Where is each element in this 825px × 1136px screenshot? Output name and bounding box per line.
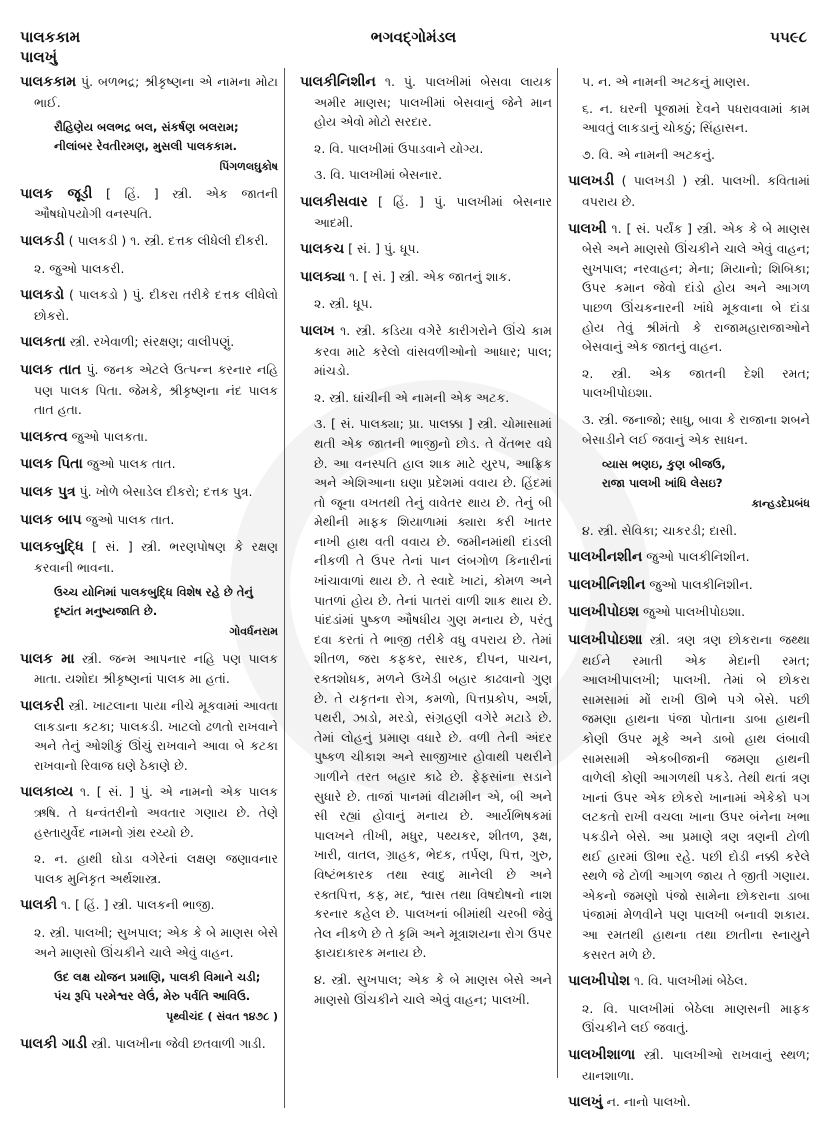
definition: [ સં. ] પું. ધૂપ. [348,241,420,257]
definition: જુઓ પાલખીપોઇશા. [642,604,746,620]
definition: જુઓ પાલક તાત. [86,456,176,472]
dictionary-entry [20,427,278,448]
dictionary-entry [20,285,278,325]
definition: ન. નાનો પાલખો. [606,1094,691,1110]
quotation-source: કાન્હડદેપ્રબંધ [751,497,810,511]
quotation-source: પૃથ્વીચંદ ( સંવત ૧૪૭૮ ) [166,1010,278,1024]
sub-sense: ૫. ન. એ નામની અટકનું માણસ. [582,74,751,89]
dictionary-entry [568,219,810,357]
dictionary-entry [568,575,810,596]
headword: પાલખીશાળા [568,1046,636,1063]
headword: પાલખીપોઇશ [568,604,639,621]
dictionary-entry [20,537,278,577]
headword: પાલક મા [20,650,75,667]
definition: ૧. પું. પાલખીમાં બેસવા લાયક અમીર માણસ; પાલખીમાં બેસવાનું જેને માન હોય એવો મોટો સરદાર. [314,74,552,130]
headword: પાલકતા [20,334,66,351]
definition: પું. બળભદ્ર; શ્રીકૃષ્ણના એ નામના મોટા ભાઈ. [34,74,278,110]
guide-word-first: પાલકકામ [20,28,81,46]
definition: જુઓ પાલકીનિશીન. [646,549,750,565]
sub-sense: ૩. સ્ત્રી. જનાજો; સાધુ, બાવા કે રાજાના શબને બેસાડીને લઈ જવાનું એક સાધન. [582,411,810,447]
sub-sense: ૭. વિ. એ નામની અટકનું. [582,146,715,162]
quotation-line: ઉદ લક્ષ યોજન પ્રમાણિ, પાલકી વિમાને ચડી; [54,970,261,985]
definition: [ હિં. ] સ્ત્રી. એક જાતની ઔષધોપયોગી વનસ્પતિ. [34,185,278,222]
sub-sense: ૨. સ્ત્રી. પાલખી; સુખપાલ; એક કે બે માણસ બેસે અને માણસો ઊંચકીને ચાલે એવું વાહન. [34,925,278,960]
definition: સ્ત્રી. પાલખીઓ રાખવાનું સ્થળ; યાનશાળા. [582,1046,810,1083]
dictionary-entry [300,239,552,260]
column-divider [284,68,285,1108]
page-number: ૫૫૯૮ [770,28,807,46]
quotation-line: દૃષ્ટાંત મનુષ્યજાતિ છે. [54,604,158,619]
quotation-line: પંચ રૂપિ પરમેશ્વર લેઉં, મેરુ પર્વતિ આવિઉ. [54,989,251,1004]
headword: પાલકચ [300,241,345,258]
headword: પાલકડો [20,287,65,304]
sub-sense: ૩. વિ. પાલખીમાં બેસનાર. [314,167,443,183]
definition: ( પાલકડી ) ૧. સ્ત્રી. દત્તક લીધેલી દીકરી. [68,232,269,248]
sub-sense: ૪. સ્ત્રી. સેવિકા; ચાકરડી; દાસી. [582,522,738,538]
definition: સ્ત્રી. રખેવાળી; સંરક્ષણ; વાલીપણું. [69,334,235,350]
definition: સ્ત્રી. જન્મ આપનાર નહિ પણ પાલક માતા. યશોદા શ્રીકૃષ્ણનાં પાલક મા હતાં. [34,650,279,687]
column-1 [20,72,278,1061]
guide-word-last: પાલખું [20,48,58,66]
headword: પાલકત્વ [20,428,68,445]
dictionary-entry [568,171,810,211]
column-divider [557,68,558,1078]
dictionary-entry [20,454,278,475]
dictionary-entry [20,696,278,775]
quotation-source: ગોવર્ધનરામ [229,625,278,639]
dictionary-entry [20,510,278,531]
dictionary-entry [20,72,278,112]
definition: જુઓ પાલક તાત. [85,511,175,527]
definition: જુઓ પાલકતા. [71,428,149,444]
headword: પાલક પિતા [20,456,83,473]
headword: પાલકી [20,897,57,914]
dictionary-entry [568,1092,810,1113]
dictionary-entry [20,231,278,252]
sub-sense: ૨. વિ. પાલખીમાં ઉપાડવાને યોગ્ય. [314,140,484,156]
dictionary-entry [20,332,278,353]
book-title: ભગવદ્ગોમંડલ [370,28,457,46]
headword: પાલક જૂડી [20,185,93,202]
dictionary-entry [20,895,278,916]
dictionary-entry [568,630,810,964]
definition: ૧. સ્ત્રી. કડિયા વગેરે કારીગરોને ઊંચે કામ કરવા માટે કરેલો વાંસવળીઓનો આધાર; પાલ; માંચડો. [314,322,552,379]
definition: ૧. [ સં. ] પું. એ નામનો એક પાલક ઋષિ. તે ધન્વંતરીનો અવતાર ગણાય છે. તેણે હસ્તાયુર્વેદ નામનો ગ્રંથ રચ્યો છે. [34,784,278,840]
headword: પાલખીપોશ [568,973,630,990]
headword: પાલક તાત [20,361,82,378]
quotation-line: રૌહિણેય બલભદ્ર બલ, સંકર્ષણ બલરામ; [54,120,239,135]
dictionary-entry [20,482,278,503]
definition: [ સં. ] સ્ત્રી. ભરણપોષણ કે રક્ષણ કરવાની ભાવના. [34,539,278,575]
quotation-line: રાજા પાલખી ખાંધિ લેસઇ? [602,476,723,491]
definition: ( પાલખડી ) સ્ત્રી. પાલખી. કવિતામાં વપરાય છે. [582,173,810,209]
column-3 [568,72,810,1120]
sub-sense: ૬. ન. ઘરની પૂજામાં દેવને પધરાવવામાં કામ આવતું લાકડાનું ચોકઠું; સિંહાસન. [582,100,810,136]
dictionary-entry [568,602,810,623]
definition: પું. ખોળે બેસાડેલ દીકરો; દત્તક પુત્ર. [79,483,253,499]
headword: પાલખ [300,322,335,339]
headword: પાલખું [568,1094,603,1111]
headword: પાલખડી [568,173,615,190]
dictionary-entry [20,649,278,689]
column-2 [300,72,552,1016]
definition: ૧. [ હિં. ] સ્ત્રી. પાલકની ભાજી. [60,897,215,913]
definition: પું. જનક એટલે ઉત્પન્ન કરનાર નહિ પણ પાલક પિતા. જેમકે, શ્રીકૃષ્ણના નંદ પાલક તાત હતા. [34,361,278,418]
headword: પાલખી [568,220,607,237]
sub-sense: ૨. વિ. પાલખીમાં બેઠેલા માણસની માફક ઊંચકીને લઈ જવાતું. [582,1000,810,1036]
quotation-source: પિંગળલઘુકોષ [219,160,278,174]
definition: સ્ત્રી. ખાટલાના પાયા નીચે મૂકવામાં આવતા લાકડાના કટકા; પાલકડી. ખાટલો ઢળતો રાખવાને અને તેનું ઓશીકું ઊંચું રાખવાને આવા બે કટકા રાખવાનો રિવાજ ઘણે ઠેકાણે છે. [34,698,278,773]
headword: પાલકાવ્ય [20,784,74,801]
headword: પાલકીનિશીન [300,74,376,90]
sub-sense: ૨. સ્ત્રી. ધૂપ. [314,296,373,312]
dictionary-entry [300,267,552,288]
sub-sense: ૨. સ્ત્રી. ઘાંચીની એ નામની એક અટક. [314,389,510,405]
dictionary-entry [20,360,278,420]
quotation-line: નીલાંબર રેવતીરમણ, મુસલી પાલકકામ. [54,139,237,154]
headword: પાલખીનશીન [568,549,643,566]
headword: પાલકી ગાડી [20,1035,88,1052]
dictionary-entry [20,782,278,842]
quotation-line: ઉચ્ચ યોનિમાં પાલકબુદ્ધિ વિશેષ રહે છે તેનું [54,585,253,600]
sub-sense: ૨. જુઓ પાલકરી. [34,260,125,276]
headword: પાલખીપોઇશા [568,632,643,649]
sub-sense: ૨. સ્ત્રી. એક જાતની દેશી રમત; પાલખીપોઇશા. [582,365,810,401]
page-header [20,28,807,66]
dictionary-entry [300,192,552,232]
dictionary-entry [568,1045,810,1085]
headword: પાલક બાપ [20,511,82,528]
sub-sense: ૪. સ્ત્રી. સુખપાલ; એક કે બે માણસ બેસે અને માણસો ઊંચકીને ચાલે એવું વાહન; પાલખી. [314,971,552,1007]
definition: ૧. [ સં. ] સ્ત્રી. એક જાતનું શાક. [349,268,512,284]
sub-sense: ૨. ન. હાથી ઘોડા વગેરેનાં લક્ષણ જણાવનાર પાલક મુનિકૃત અર્થશાસ્ત્ર. [34,851,278,886]
headword: પાલકરી [20,698,65,715]
quotation-line: વ્યાસ ભણઇ, કુણ બીજઉ, [602,457,726,472]
dictionary-entry [568,547,810,568]
definition: સ્ત્રી. ત્રણ ત્રણ છોકરાના જથ્થા થઈને રમાતી એક મેદાની રમત; આલખીપાલખી; પાલખી. તેમાં બે છોકરા સામસામાં મોં રાખી ઊભે પગે બેસે. પછી જમણા હાથના પંજા પોતાના ડાબા હાથની કોણી ઉપર મૂકે અને ડાબો હાથ લંબાવી સામસામી એકબીજાની જમણા હાથની વાળેલી કોણી આગળથી પકડે. તેથી થતાં ત્રણ ખાનાં ઉપર એક છોકરો ખાનામાં એકેકો પગ લટકતો રાખી વચલા ખાના ઉપર બંનેના ખભા પકડીને બેસે. આ પ્રમાણે ત્રણ ત્રણની ટોળી થઈ હારમાં ઊભા રહે. પછી દોડી નક્કી કરેલે સ્થળે જે ટોળી આગળ જાય તે જીતી ગણાય. એકનો જમણો પંજો સામેના છોકરાના ડાબા પંજામાં મેળવીને પણ પાલખી બનાવી શકાય. આ રમતથી હાથના તથા છાતીના સ્નાયુને કસરત મળે છે. [582,632,810,962]
definition: જુઓ પાલકીનિશીન. [649,576,753,592]
dictionary-entry [20,184,278,224]
dictionary-entry [300,321,552,381]
definition: ૧. [ સં. પર્યંક ] સ્ત્રી. એક કે બે માણસ બેસે અને માણસો ઊંચકીને ચાલે એવું વાહન; સુખપાલ; નરવાહન; મેના; મિયાનો; શિબિકા; ઉપર કમાન જેવો દાંડો હોય અને આગળ પાછળ ઊંચકનારની ખાંધે મૂકવાના બે દાંડા હોય તેવું શ્રીમંતો કે રાજામહારાજાઓને બેસવાનું એક જાતનું વાહન. [582,220,810,355]
headword: પાલકડી [20,232,65,249]
headword: પાલખીનિશીન [568,576,646,593]
headword: પાલકબુદ્ધિ [20,539,84,556]
sub-sense: ૩. [ સં. પાલક્યા; પ્રા. પાલક્કા ] સ્ત્રી. ચોમાસામાં થતી એક જાતની ભાજીનો છોડ. તે વેંતભર વધે છે. આ વનસ્પતિ હાલ શાક માટે યુરપ, આફ્રિક અને એશિઆના ઘણા પ્રદેશમાં વવાય છે. હિંદમાં તો જૂના વખતથી તેનું વાવેતર થાય છે. તેનું બી મેથીની માફક શિયાળામાં ક્યારા કરી ખાતર નાખી હાથ વતી વવાય છે. જમીનમાંથી દાંડલી નીકળી તે ઉપર તેનાં પાન લંબગોળ કિનારીનાં ખાંચાવાળાં થાય છે. તે સ્વાદે ખાટાં, કોમળ અને પાતળાં હોય છે. તેનાં પાતરાં વાળી શાક થાય છે. પાંદડાંમાં પુષ્કળ ઔષધીય ગુણ મનાય છે, પરંતુ દવા કરતાં તે ભાજી તરીકે વધુ વપરાય છે. તેમાં શીતળ, જરા કફકર, સારક, દીપન, પાચન, રક્તશોધક, મળને ઉખેડી બહાર કાઢવાનો ગુણ છે. તે યકૃતના રોગ, કમળો, પિત્તપ્રકોપ, અર્શ, પથરી, ઝાડો, મરડો, સંગ્રહણી વગેરે મટાડે છે. તેમાં લોહનું પ્રમાણ વધારે છે. વળી તેની અંદર પુષ્કળ ચીકાશ અને સાજીખાર હોવાથી પથરીને ગાળીને તરત બહાર કાઢે છે. ફેફસાંના સડાને સુધારે છે. તાજાં પાનમાં વીટામીન એ, બી અને સી રહ્યાં હોવાનું મનાય છે. આર્યભિષકમાં પાલખને તીખી, મધુર, પથ્યકર, શીતળ, રૂક્ષ, ખારી, વાતલ, ગ્રાહક, ભેદક, તર્પણ, પિત્ત, ગુરુ, વિષ્ટંભકારક તથા સ્વાદુ માનેલી છે અને રક્તપિત્ત, કફ, મદ, શ્વાસ તથા વિષદોષનો નાશ કરનાર કહેલ છે. પાલખનાં બીમાંથી ચરબી જેવું તેલ નીકળે છે તે કૃમિ અને મૂત્રાશયના રોગ ઉપર ફાયદાકારક મનાય છે. [314,416,552,961]
headword: પાલકીસવાર [300,193,368,210]
dictionary-entry [568,971,810,992]
dictionary-entry [20,1034,278,1055]
headword: પાલક પુત્ર [20,483,76,500]
definition: [ હિં. ] પું. પાલખીમાં બેસનાર આદમી. [314,193,552,230]
dictionary-entry [300,72,552,132]
headword: પાલકકામ [20,74,77,90]
definition: ( પાલકડો ) પું. દીકરા તરીકે દત્તક લીધેલો છોકરો. [34,287,278,323]
headword: પાલક્યા [300,268,346,285]
definition: ૧. વિ. પાલખીમાં બેઠેલ. [633,973,748,989]
definition: સ્ત્રી. પાલખીના જેવી છતવાળી ગાડી. [91,1035,266,1051]
